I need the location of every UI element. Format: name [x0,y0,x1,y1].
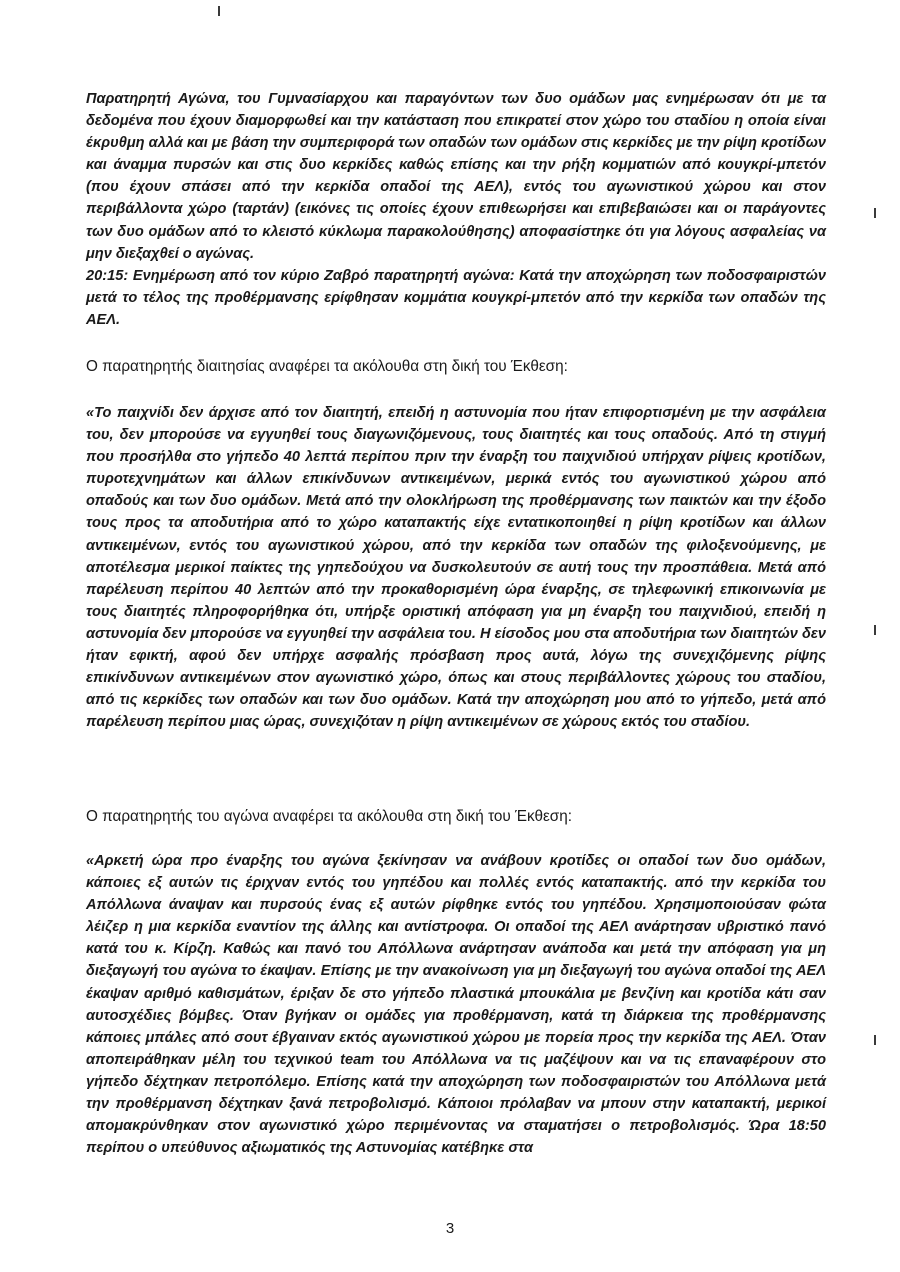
scan-mark [874,625,876,635]
page-number: 3 [445,1220,455,1237]
intro-paragraph: Παρατηρητή Αγώνα, του Γυμνασίαρχου και παραγόντων των δυο ομάδων μας ενημέρωσαν ότι με τα δεδομένα που έχουν διαμορφωθεί και την κατάσταση που επικρατεί στον χώρο του σταδίου η οποία είναι έκρυθμη αλλά και με βάση την συμπεριφορά των οπαδών των ομάδων στις κερκίδες με την ρίψη κροτίδων και άναμμα πυρσών και στις δυο κερκίδες καθώς επίσης και την ρήξη κομματιών από κουγκρί-μπετόν (που έχουν σπάσει από την κερκίδα οπαδοί της ΑΕΛ), εντός του αγωνιστικού χώρου και στον περιβάλλοντα χώρο (ταρτάν) (εικόνες τις οποίες έχουν επιθεωρήσει και επιβεβαιώσει και οι παράγοντες των δυο ομάδων από το κλειστό κύκλωμα παρακολούθησης) αποφασίστηκε ότι για λόγους ασφαλείας να μην διεξαχθεί ο αγώνας. [86,91,826,262]
scan-mark [874,208,876,218]
scan-mark [874,1035,876,1045]
referee-quote-paragraph: «Το παιχνίδι δεν άρχισε από τον διαιτητή, επειδή η αστυνομία που ήταν επιφορτισμένη με την ασφάλεια του, δεν μπορούσε να εγγυηθεί τους διαγωνιζόμενους, τους διαιτητές και τους οπαδούς. Από τη στιγμή που προσήλθα στο γήπεδο 40 λεπτά περίπου πριν την έναρξη του παιχνιδιού υπήρχαν ρίψεις κροτίδων, πυροτεχνημάτων και άλλων επικίνδυνων αντικειμένων, μερικά εντός του αγωνιστικού χώρου από οπαδούς και των δυο ομάδων. Μετά από την ολοκλήρωση της προθέρμανσης των παικτών και την έξοδο τους προς τα αποδυτήρια από το χώρο καταπακτής είχε εντατικοποιηθεί η ρίψη κροτίδων και άλλων αντικειμένων, εντός του αγωνιστικού χώρου, από την κερκίδα των οπαδών της φιλοξενούμενης, με αποτέλεσμα μερικοί παίκτες της γηπεδούχου να δυσκολευτούν σε αυτή τους την προσπάθεια. Μετά από παρέλευση περίπου 40 λεπτών από την προκαθορισμένη ώρα έναρξης, σε τηλεφωνική επικοινωνία με τους διαιτητές πληροφορήθηκα ότι, υπήρξε οριστική απόφαση για μη έναρξη του παιχνιδιού, επειδή η αστυνομία δεν μπορούσε να εγγυηθεί την ασφάλεια του. Η είσοδος μου στα αποδυτήρια των διαιτητών δεν ήταν εφικτή, αφού δεν υπήρχε ασφαλής πρόσβαση προς αυτά, λόγω της συνεχιζόμενης ρίψης επικίνδυνων αντικειμένων στον αγωνιστικό χώρο, όπως και στους περιβάλλοντες χώρους του σταδίου, από τις κερκίδες των οπαδών και των δυο ομάδων. Κατά την αποχώρηση μου από το γήπεδο, μετά από παρέλευση περίπου μιας ώρας, συνεχιζόταν η ρίψη αντικειμένων σε χώρους εκτός του σταδίου. [86,405,826,731]
referee-intro-line: Ο παρατηρητής διαιτησίας αναφέρει τα ακόλουθα στη δική του Έκθεση: [86,358,568,375]
observer-intro-line: Ο παρατηρητής του αγώνα αναφέρει τα ακόλουθα στη δική του Έκθεση: [86,808,572,825]
update-paragraph: 20:15: Ενημέρωση από τον κύριο Ζαβρό παρατηρητή αγώνα: Κατά την αποχώρηση των ποδοσφαιριστών μετά το τέλος της προθέρμανσης ερίφθησαν κομμάτια κουγκρί-μπετόν από την κερκίδα των οπαδών της ΑΕΛ. [86,267,826,328]
document-page [86,88,826,1157]
observer-quote-paragraph: «Αρκετή ώρα προ έναρξης του αγώνα ξεκίνησαν να ανάβουν κροτίδες οι οπαδοί των δυο ομάδων, κάποιες εξ αυτών τις έριχναν εντός του γηπέδου και πολλές εντός καταπακτής. από την κερκίδα του Απόλλωνα άναψαν και πυρσούς ένας εξ αυτών ρίφθηκε εντός του γηπέδου. Χρησιμοποιούσαν φώτα λέιζερ η μια κερκίδα εναντίον της άλλης και αντίστροφα. Οι οπαδοί της ΑΕΛ ανάρτησαν υβριστικό πανό κατά του κ. Κίρζη. Καθώς και πανό του Απόλλωνα ανάρτησαν ανάποδα και μετά την απόφαση για μη διεξαγωγή του αγώνα το έκαψαν. Επίσης με την ανακοίνωση για μη διεξαγωγή του αγώνα οπαδοί της ΑΕΛ έκαψαν αριθμό καθισμάτων, έριξαν δε στο γήπεδο πλαστικά μπουκάλια με βενζίνη και κροτίδα κάτι σαν αυτοσχέδιες βόμβες. Όταν βγήκαν οι ομάδες για προθέρμανση, κατά τη διάρκεια της προθέρμανσης κάποιες μπάλες από σουτ έβγαιναν εκτός αγωνιστικού χώρου με πορεία προς την κερκίδα της ΑΕΛ. Όταν αποπειράθηκαν μέλη του τεχνικού team του Απόλλωνα να τις μαζέψουν και να τις επαναφέρουν στο γήπεδο δέχτηκαν πετροπόλεμο. Επίσης κατά την αποχώρηση των ποδοσφαιριστών του Απόλλωνα μετά την προθέρμανση δέχτηκαν ξανά πετροβολισμό. Κάποιοι πρόλαβαν να μπουν στην καταπακτή, μερικοί απομακρύνθηκαν στον αγωνιστικό χώρο περιμένοντας να σταματήσει ο πετροβολισμός. Ώρα 18:50 περίπου ο υπεύθυνος αξιωματικός της Αστυνομίας κατέβηκε στα [86,853,826,1157]
scan-mark [218,6,220,16]
